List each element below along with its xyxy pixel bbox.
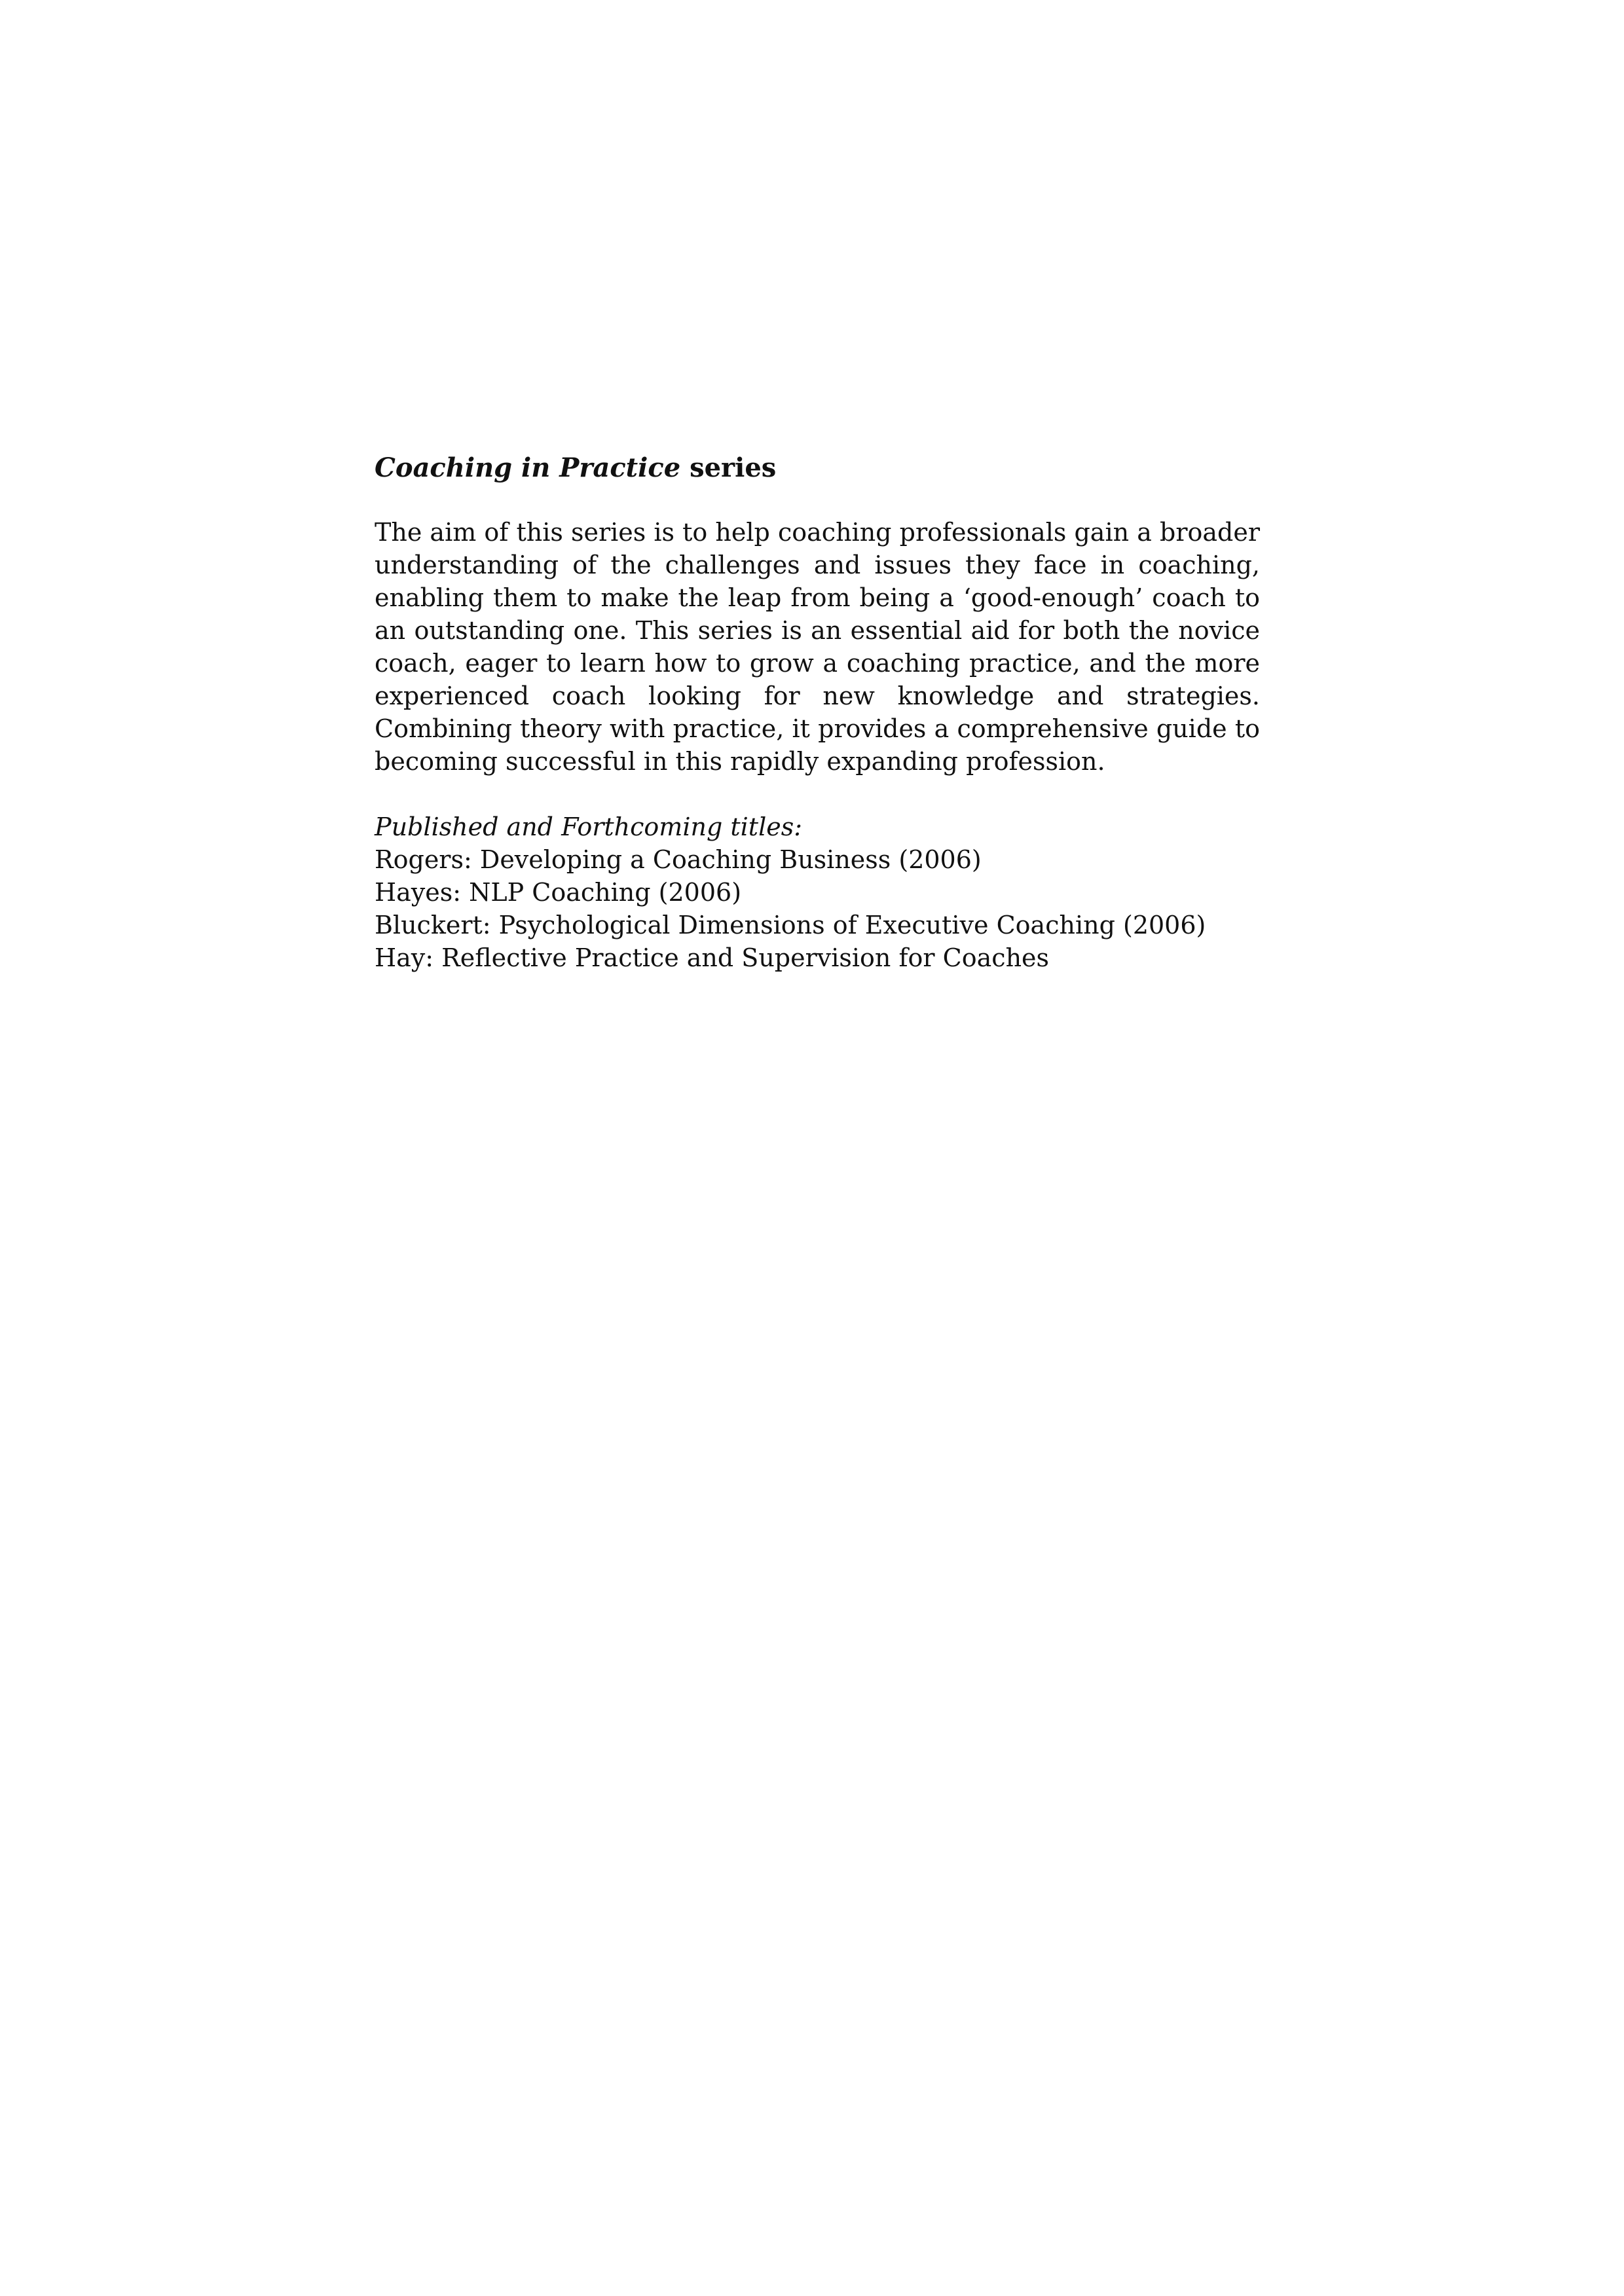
titles-heading: Published and Forthcoming titles:	[375, 812, 803, 841]
title-item: Hay: Reflective Practice and Supervision for Coaches	[375, 943, 1050, 972]
page-content	[375, 452, 1260, 974]
series-heading	[375, 452, 1260, 484]
title-item: Bluckert: Psychological Dimensions of Executive Coaching (2006)	[375, 911, 1206, 939]
title-item: Hayes: NLP Coaching (2006)	[375, 878, 742, 907]
series-description: The aim of this series is to help coaching professionals gain a broader understanding of the challenges and issues they face in coaching, enabling them to make the leap from being a ‘good-enough’ coach to an outstanding one. This series is an essential aid for both the novice coach, eager to learn how to grow a coaching practice, and the more experienced coach looking for new knowledge and strategies. Combining theory with practice, it provides a comprehensive guide to becoming successful in this rapidly expanding profession.	[375, 518, 1260, 776]
title-item: Rogers: Developing a Coaching Business (2006)	[375, 845, 982, 874]
titles-list	[375, 843, 1260, 974]
series-suffix: series	[680, 452, 777, 483]
series-name: Coaching in Practice	[375, 452, 681, 483]
